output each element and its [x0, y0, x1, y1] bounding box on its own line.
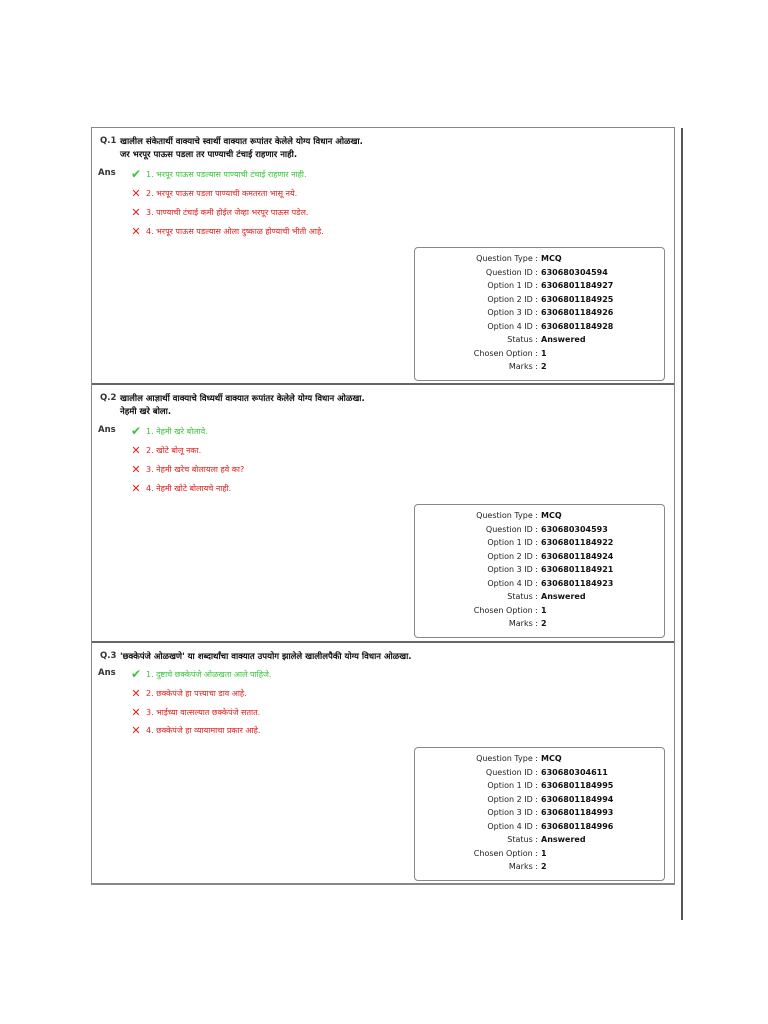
ans-label: Ans — [98, 425, 116, 435]
chosen-option-value: 1 — [541, 848, 547, 858]
info-label: Option 4 ID : — [487, 578, 538, 588]
cross-icon: ✕ — [131, 705, 141, 719]
info-label: Question Type : — [476, 511, 538, 520]
option1-id-value: 6306801184922 — [541, 538, 614, 547]
option-text: 1. नेहमी खरे बोलावे. — [146, 426, 208, 436]
response-sheet — [91, 127, 675, 885]
option-3 — [128, 205, 308, 219]
question-info-box — [414, 747, 665, 881]
info-label: Option 3 ID : — [487, 808, 538, 817]
option2-id-value: 6306801184994 — [541, 794, 614, 804]
info-label: Question ID : — [485, 524, 538, 534]
question-id-value: 630680304611 — [541, 767, 608, 777]
option-text: 3. नेहमी खरेच बोलायला हवे का? — [146, 464, 245, 474]
question-text — [120, 393, 365, 419]
info-label: Marks : — [508, 362, 538, 371]
cross-icon: ✕ — [131, 481, 141, 495]
option2-id-value: 6306801184925 — [541, 294, 614, 304]
question-text-line: जर भरपूर पाऊस पडला तर पाण्याची टंचाई राहणार नाही. — [120, 150, 298, 160]
marks-value: 2 — [541, 619, 547, 628]
question-number: Q.1 — [100, 136, 117, 146]
option-text: 4. नेहमी खोटे बोलायचे नाही. — [146, 483, 232, 493]
chosen-option-value: 1 — [541, 605, 547, 615]
question-block-2 — [92, 385, 674, 643]
option-4 — [128, 224, 324, 238]
cross-icon: ✕ — [131, 723, 141, 737]
option1-id-value: 6306801184995 — [541, 781, 614, 790]
info-label: Option 4 ID : — [487, 821, 538, 831]
option3-id-value: 6306801184926 — [541, 308, 614, 317]
question-text — [120, 651, 412, 664]
option-2 — [128, 686, 247, 700]
cross-icon: ✕ — [131, 462, 141, 476]
cross-icon: ✕ — [131, 186, 141, 200]
info-label: Option 4 ID : — [487, 321, 538, 331]
option-text: 1. दुष्टाचे छक्केपंजे ओळखता आले पाहिजे. — [146, 669, 272, 679]
cross-icon: ✕ — [131, 686, 141, 700]
info-label: Question ID : — [485, 267, 538, 277]
option4-id-value: 6306801184928 — [541, 321, 614, 331]
info-label: Status : — [507, 592, 538, 601]
status-value: Answered — [541, 335, 586, 344]
cross-icon: ✕ — [131, 224, 141, 238]
question-block-1 — [92, 128, 674, 385]
cross-icon: ✕ — [131, 443, 141, 457]
cross-icon: ✕ — [131, 205, 141, 219]
option-2 — [128, 186, 297, 200]
question-text-line: नेहमी खरे बोला. — [120, 407, 172, 417]
info-label: Chosen Option : — [473, 848, 538, 858]
option-text: 4. भरपूर पाऊस पडल्यास ओला दुष्काळ होण्याची भीती आहे. — [146, 226, 324, 236]
info-label: Option 2 ID : — [487, 551, 538, 561]
option3-id-value: 6306801184993 — [541, 808, 614, 817]
option2-id-value: 6306801184924 — [541, 551, 614, 561]
option-1 — [128, 424, 208, 438]
option-4 — [128, 723, 260, 737]
question-number: Q.2 — [100, 393, 117, 403]
question-id-value: 630680304593 — [541, 524, 608, 534]
ans-label: Ans — [98, 168, 116, 178]
info-label: Option 1 ID : — [487, 281, 538, 290]
info-label: Chosen Option : — [473, 348, 538, 358]
option4-id-value: 6306801184923 — [541, 578, 614, 588]
option-text: 2. छक्केपंजे हा पत्त्याचा डाव आहे. — [146, 688, 247, 698]
option-1 — [128, 667, 271, 681]
info-label: Option 3 ID : — [487, 565, 538, 574]
question-text-line: 'छक्केपंजे ओळखणे' या शब्दार्थांचा वाक्यात उपयोग झालेले खालीलपैकी योग्य विधान ओळखा. — [120, 652, 412, 662]
option-1 — [128, 167, 307, 181]
option-text: 1. भरपूर पाऊस पडल्यास पाण्याची टंचाई राहणार नाही. — [146, 169, 307, 179]
option3-id-value: 6306801184921 — [541, 565, 614, 574]
info-label: Status : — [507, 835, 538, 844]
option-text: 2. भरपूर पाऊस पडला पाण्याची कमतरता भासू नये. — [146, 188, 298, 198]
info-label: Question ID : — [485, 767, 538, 777]
marks-value: 2 — [541, 362, 547, 371]
option4-id-value: 6306801184996 — [541, 821, 614, 831]
info-label: Question Type : — [476, 754, 538, 763]
question-block-3 — [92, 643, 674, 884]
info-label: Option 2 ID : — [487, 294, 538, 304]
page-divider-line — [681, 128, 683, 920]
option-2 — [128, 443, 201, 457]
question-text-line: खालील संकेतार्थी वाक्याचे स्वार्थी वाक्यात रूपांतर केलेले योग्य विधान ओळखा. — [120, 137, 363, 147]
question-info-box — [414, 504, 665, 638]
option1-id-value: 6306801184927 — [541, 281, 614, 290]
check-icon: ✔ — [130, 667, 142, 681]
question-info-box — [414, 247, 665, 381]
question-type-value: MCQ — [541, 754, 562, 763]
option-3 — [128, 462, 244, 476]
status-value: Answered — [541, 835, 586, 844]
question-type-value: MCQ — [541, 254, 562, 263]
info-label: Option 1 ID : — [487, 538, 538, 547]
question-number: Q.3 — [100, 651, 117, 661]
info-label: Marks : — [508, 619, 538, 628]
question-text — [120, 136, 363, 162]
info-label: Option 2 ID : — [487, 794, 538, 804]
option-4 — [128, 481, 231, 495]
info-label: Chosen Option : — [473, 605, 538, 615]
status-value: Answered — [541, 592, 586, 601]
question-type-value: MCQ — [541, 511, 562, 520]
marks-value: 2 — [541, 862, 547, 871]
option-text: 3. पाण्याची टंचाई कमी होईल जेव्हा भरपूर पाऊस पडेल. — [146, 207, 309, 217]
option-text: 4. छक्केपंजे हा व्यायामाचा प्रकार आहे. — [146, 725, 261, 735]
info-label: Question Type : — [476, 254, 538, 263]
ans-label: Ans — [98, 668, 116, 678]
option-text: 2. खोटे बोलू नका. — [146, 445, 202, 455]
info-label: Option 1 ID : — [487, 781, 538, 790]
check-icon: ✔ — [130, 424, 142, 438]
info-label: Option 3 ID : — [487, 308, 538, 317]
info-label: Status : — [507, 335, 538, 344]
question-id-value: 630680304594 — [541, 267, 608, 277]
info-label: Marks : — [508, 862, 538, 871]
option-3 — [128, 705, 260, 719]
option-text: 3. भाईच्या वात्सल्यात छक्केपंजे सतात. — [146, 707, 261, 717]
question-text-line: खालील आज्ञार्थी वाक्याचे विध्यर्थी वाक्यात रूपांतर केलेले योग्य विधान ओळखा. — [120, 394, 365, 404]
check-icon: ✔ — [130, 167, 142, 181]
chosen-option-value: 1 — [541, 348, 547, 358]
